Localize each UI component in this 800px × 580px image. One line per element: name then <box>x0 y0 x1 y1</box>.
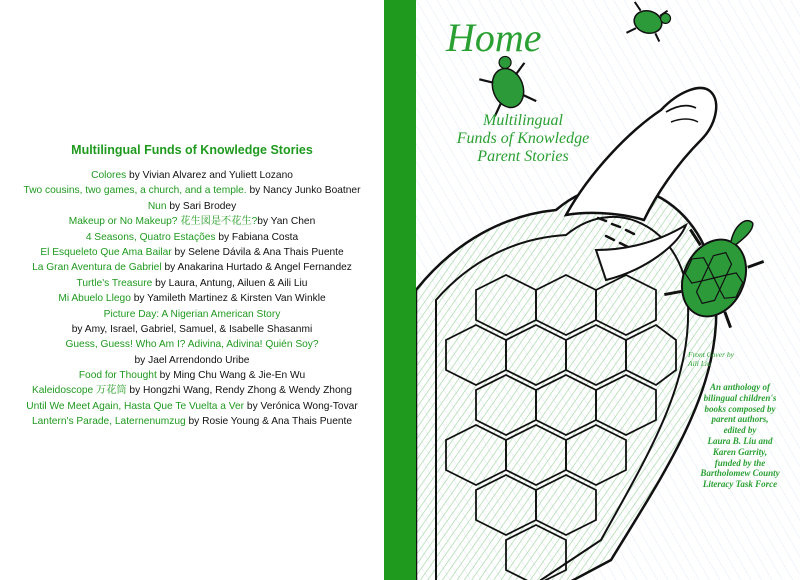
toc-entry <box>0 383 384 398</box>
toc-entry <box>0 291 384 306</box>
toc-entry <box>0 322 384 337</box>
blurb-line: Literacy Task Force <box>702 479 778 490</box>
toc-entry-authors: by Laura, Antung, Ailuen & Aili Liu <box>152 277 308 289</box>
toc-entry-title: Two cousins, two games, a church, and a temple. <box>23 185 247 197</box>
toc-entry-title: La Gran Aventura de Gabriel <box>32 262 162 274</box>
subtitle-line: Multilingual <box>483 112 563 129</box>
toc-entry-title: Mi Abuelo Llego <box>58 293 131 305</box>
toc-entry-authors: by Rosie Young & Ana Thais Puente <box>185 416 353 428</box>
toc-entry-authors: by Selene Dávila & Ana Thais Puente <box>171 246 344 258</box>
toc-entry-title: Colores <box>91 170 127 181</box>
toc-entry-title: Nun <box>147 200 167 212</box>
toc-entry-authors: by Sari Brodey <box>166 200 237 212</box>
toc-entry <box>0 307 384 322</box>
toc-entry-title: El Esqueleto Que Ama Bailar <box>40 246 172 258</box>
toc-entry <box>0 230 384 245</box>
blurb-line: Bartholomew County <box>700 468 780 479</box>
toc-entry-title: Food for Thought <box>78 370 157 382</box>
toc-entry <box>0 245 384 260</box>
toc-entry-authors: by Yamileth Martinez & Kirsten Van Winkle <box>130 293 326 305</box>
toc-entry-authors: by Vivian Alvarez and Yuliett Lozano <box>126 170 293 181</box>
toc-entry-title: Until We Meet Again, Hasta Que Te Vuelta a Ver <box>26 400 245 412</box>
toc-entry-title: Guess, Guess! Who Am I? Adivina, Adivina! Quién Soy? <box>65 339 319 351</box>
toc-entry <box>0 260 384 275</box>
blurb-line: An anthology of <box>709 382 770 392</box>
toc-entry-title: 4 Seasons, Quatro Estações <box>85 231 216 243</box>
toc-entry-title: Lantern's Parade, Laternenumzug <box>31 416 186 428</box>
blurb-line: bilingual children's <box>703 392 777 403</box>
toc-entry-authors: by Anakarina Hurtado & Angel Fernandez <box>161 262 352 274</box>
toc-entry <box>0 337 384 352</box>
cover-blurb <box>678 382 800 490</box>
toc-entry-authors: by Jael Arrendondo Uribe <box>134 354 250 366</box>
toc-entry <box>0 183 384 198</box>
toc-entry-authors: by Hongzhi Wang, Rendy Zhong & Wendy Zhong <box>126 385 352 397</box>
toc-entry <box>0 414 384 429</box>
book-spine <box>384 0 416 580</box>
toc-heading: Multilingual Funds of Knowledge Stories <box>71 143 313 157</box>
blurb-line: edited by <box>723 425 757 436</box>
credit-line: Front Cover by <box>688 350 734 359</box>
toc-list <box>0 168 384 430</box>
toc-entry-authors: by Ming Chu Wang & Jie-En Wu <box>156 370 306 382</box>
toc-entry-authors: by Amy, Israel, Gabriel, Samuel, & Isabelle Shasanmi <box>71 323 313 335</box>
blurb-line: funded by the <box>714 457 766 468</box>
credit-line: Aili Liu <box>688 359 711 368</box>
cover-title: Home <box>446 15 542 60</box>
toc-entry-authors: by Fabiana Costa <box>215 231 299 243</box>
toc-entry-authors: by Nancy Junko Boatner <box>246 185 361 197</box>
front-cover-page <box>416 0 800 580</box>
toc-entry <box>0 399 384 414</box>
toc-entry <box>0 368 384 383</box>
toc-entry-title: Makeup or No Makeup? 花生図是不花生? <box>68 216 258 228</box>
blurb-line: books composed by <box>704 403 776 414</box>
subtitle-line: Parent Stories <box>477 148 569 165</box>
toc-entry <box>0 199 384 214</box>
cover-credit <box>688 350 734 368</box>
toc-entry <box>0 276 384 291</box>
toc-entry-title: Kaleidoscope 万花筒 <box>32 385 127 397</box>
turtle-illustration <box>416 0 800 580</box>
blurb-line: Karen Garrity, <box>712 446 768 457</box>
toc-entry <box>0 168 384 183</box>
subtitle-line: Funds of Knowledge <box>456 130 590 147</box>
back-cover-page <box>0 0 384 580</box>
toc-entry-title: Picture Day: A Nigerian American Story <box>103 308 281 320</box>
toc-entry-authors: by Yan Chen <box>257 216 316 228</box>
toc-entry <box>0 353 384 368</box>
blurb-line: Laura B. Liu and <box>707 435 773 446</box>
toc-entry <box>0 214 384 229</box>
toc-entry-title: Turtle's Treasure <box>76 277 153 289</box>
cover-subtitle <box>416 112 630 166</box>
toc-entry-authors: by Verónica Wong-Tovar <box>244 400 358 412</box>
blurb-line: parent authors, <box>711 414 769 425</box>
